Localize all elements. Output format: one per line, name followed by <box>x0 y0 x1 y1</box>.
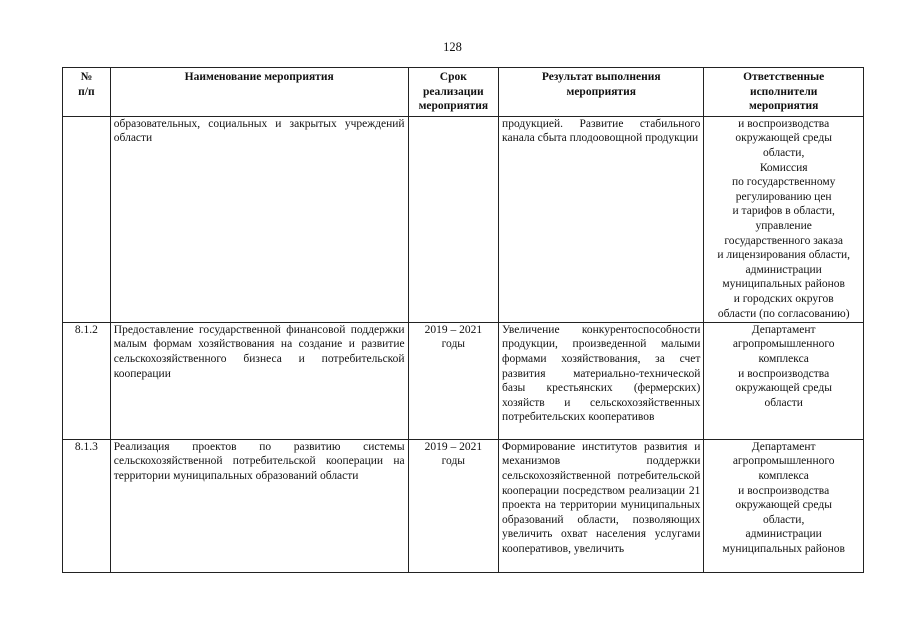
row-num: 8.1.3 <box>63 439 111 572</box>
row-name: Реализация проектов по развитию системы сельскохозяйственной потребительской кооперации на территории муниципальных образований области <box>110 439 408 572</box>
responsible-line: агропромышленного <box>732 338 835 351</box>
header-responsible-line: Ответственные <box>743 71 825 83</box>
header-name <box>110 68 408 117</box>
row-responsible <box>704 322 864 439</box>
row-term <box>408 322 498 439</box>
responsible-line: агропромышленного <box>732 455 835 468</box>
row-term <box>408 116 498 322</box>
row-name: Предоставление государственной финансовой поддержки малым формам хозяйствования на создание и развитие сельскохозяйственного бизнеса и потребительской кооперации <box>110 322 408 439</box>
table-row <box>63 116 864 322</box>
responsible-line: области <box>764 396 803 409</box>
header-result <box>499 68 704 117</box>
row-name: образовательных, социальных и закрытых учреждений области <box>110 116 408 322</box>
header-responsible-line: исполнители <box>749 85 818 98</box>
row-responsible <box>704 439 864 572</box>
header-term <box>408 68 498 117</box>
header-term-line: мероприятия <box>418 100 489 113</box>
responsible-line: управление <box>755 219 812 232</box>
responsible-line: окружающей среды <box>735 132 832 145</box>
table-row <box>63 322 864 439</box>
responsible-line: муниципальных районов <box>722 542 845 555</box>
responsible-line: регулированию цен <box>735 190 832 203</box>
responsible-line: и тарифов в области, <box>732 205 835 218</box>
responsible-line: и воспроизводства <box>738 117 830 130</box>
measures-table <box>62 67 864 573</box>
responsible-line: Департамент <box>751 440 816 453</box>
responsible-line: Комиссия <box>759 161 808 174</box>
row-result: Формирование институтов развития и механизмов поддержки сельскохозяйственной потребительской кооперации посредством реализации 21 проекта на территории муниципальных образований области, позволяющих увеличить охват населения услугами кооперативов, увеличить <box>499 439 704 572</box>
header-term-line: реализации <box>422 85 484 98</box>
responsible-line: и лицензирования области, <box>717 249 851 262</box>
responsible-line: государственного заказа <box>724 234 844 247</box>
header-result-line: мероприятия <box>566 85 636 98</box>
term-line: 2019 – 2021 <box>424 440 483 453</box>
header-result-line: Результат выполнения <box>541 71 661 83</box>
responsible-line: муниципальных районов <box>722 278 845 291</box>
term-line: 2019 – 2021 <box>424 323 483 336</box>
responsible-line: окружающей среды <box>735 382 832 395</box>
responsible-line: и городских округов <box>733 292 834 305</box>
table-row <box>63 439 864 572</box>
term-line: годы <box>441 455 466 468</box>
responsible-line: области (по согласованию) <box>717 307 850 320</box>
responsible-line: области, <box>763 146 805 159</box>
responsible-line: и воспроизводства <box>738 367 830 380</box>
responsible-line: по государственному <box>731 176 836 189</box>
responsible-line: комплекса <box>758 469 809 482</box>
responsible-line: Департамент <box>751 323 816 336</box>
row-num <box>63 116 111 322</box>
header-responsible-line: мероприятия <box>748 100 819 113</box>
header-term-line: Срок <box>439 71 467 83</box>
responsible-line: и воспроизводства <box>738 484 830 497</box>
page-number: 128 <box>443 40 462 54</box>
header-responsible <box>704 68 864 117</box>
responsible-line: области, <box>763 513 805 526</box>
row-result: Увеличение конкурентоспособности продукции, произведенной малыми формами хозяйствования, за счет развития материально-технической базы крестьянских (фермерских) хозяйств и сельскохозяйственных потребительских кооперативов <box>499 322 704 439</box>
responsible-line: комплекса <box>758 352 809 365</box>
header-num-line: № <box>80 71 93 83</box>
responsible-line: администрации <box>745 528 822 541</box>
row-num: 8.1.2 <box>63 322 111 439</box>
responsible-line: администрации <box>745 263 822 276</box>
term-line: годы <box>441 338 466 351</box>
header-num-line: п/п <box>78 85 95 98</box>
row-result: продукцией. Развитие стабильного канала сбыта плодоовощной продукции <box>499 116 704 322</box>
header-name-line: Наименование мероприятия <box>184 71 334 83</box>
header-num <box>63 68 111 117</box>
row-responsible <box>704 116 864 322</box>
row-term <box>408 439 498 572</box>
table-header-row <box>63 68 864 117</box>
responsible-line: окружающей среды <box>735 499 832 512</box>
